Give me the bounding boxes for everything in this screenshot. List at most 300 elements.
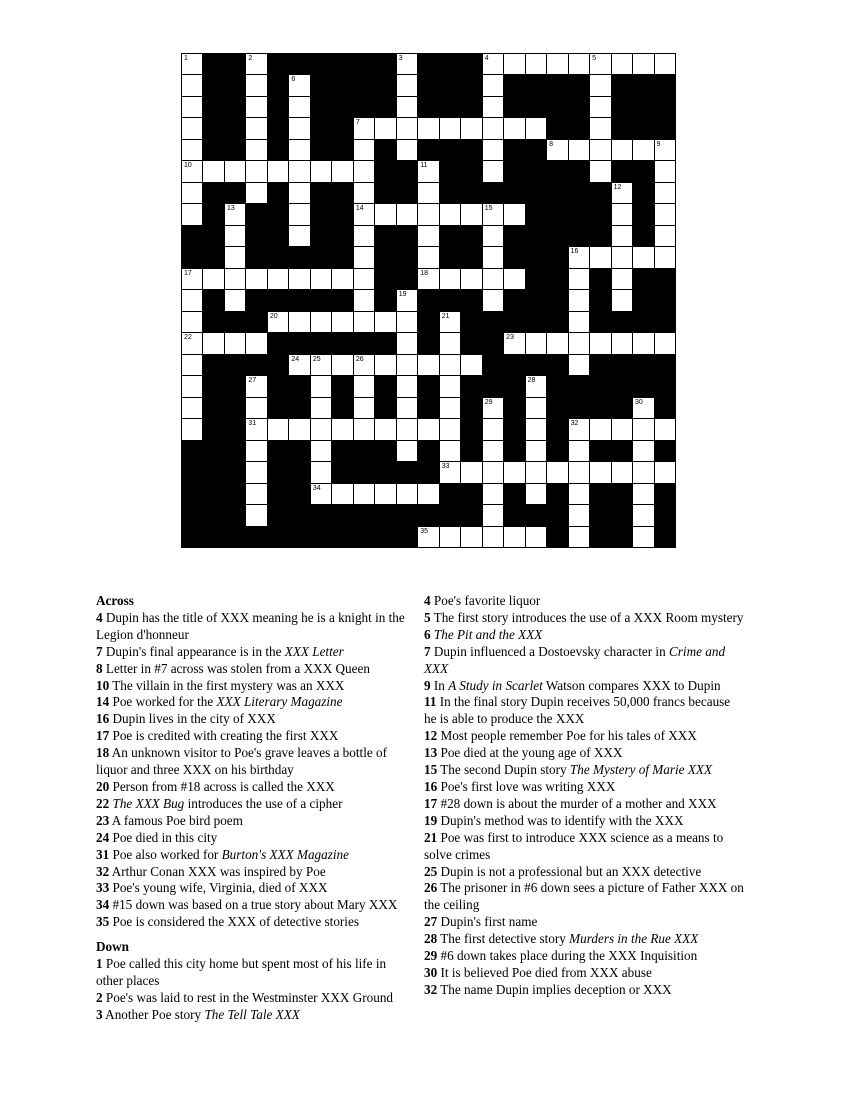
answer-cell[interactable]: [289, 140, 310, 161]
black-square: [655, 376, 676, 397]
clue-text: Dupin has the title of XXX meaning he is a knight in the Legion d'honneur: [96, 609, 405, 642]
answer-cell[interactable]: [569, 140, 590, 161]
answer-cell[interactable]: [354, 204, 375, 225]
answer-cell[interactable]: [569, 441, 590, 462]
answer-cell[interactable]: [612, 290, 633, 311]
answer-cell[interactable]: [354, 118, 375, 139]
answer-cell[interactable]: [440, 376, 461, 397]
answer-cell[interactable]: [418, 183, 439, 204]
answer-cell[interactable]: [569, 312, 590, 333]
answer-cell[interactable]: [655, 226, 676, 247]
answer-cell[interactable]: [440, 441, 461, 462]
black-square: [311, 75, 332, 96]
answer-cell[interactable]: [332, 419, 353, 440]
answer-cell[interactable]: [440, 355, 461, 376]
answer-cell[interactable]: [182, 376, 203, 397]
answer-cell[interactable]: [397, 312, 418, 333]
answer-cell[interactable]: [504, 333, 525, 354]
answer-cell[interactable]: [440, 118, 461, 139]
clue-number: 19: [424, 812, 438, 828]
clue-text: Poe worked for the: [112, 694, 217, 710]
black-square: [268, 183, 289, 204]
clue-number: 3: [398, 55, 403, 62]
answer-cell[interactable]: [655, 161, 676, 182]
black-square: [289, 441, 310, 462]
answer-cell[interactable]: [590, 333, 611, 354]
answer-cell[interactable]: [268, 312, 289, 333]
clue-number: 9: [424, 677, 431, 693]
clue-down-21: [424, 830, 744, 864]
answer-cell[interactable]: [504, 527, 525, 548]
black-square: [612, 75, 633, 96]
answer-cell[interactable]: [569, 333, 590, 354]
answer-cell[interactable]: [440, 527, 461, 548]
clue-number: 32: [96, 863, 110, 879]
answer-cell[interactable]: [397, 355, 418, 376]
answer-cell[interactable]: [461, 204, 482, 225]
answer-cell[interactable]: [483, 75, 504, 96]
answer-cell[interactable]: [246, 161, 267, 182]
answer-cell[interactable]: [418, 161, 439, 182]
answer-cell[interactable]: [289, 312, 310, 333]
answer-cell[interactable]: [246, 398, 267, 419]
answer-cell[interactable]: [526, 462, 547, 483]
answer-cell[interactable]: [182, 355, 203, 376]
clue-across-16: [96, 711, 416, 728]
black-square: [203, 226, 224, 247]
answer-cell[interactable]: [633, 333, 654, 354]
answer-cell[interactable]: [182, 290, 203, 311]
answer-cell[interactable]: [633, 462, 654, 483]
answer-cell[interactable]: [225, 226, 246, 247]
answer-cell[interactable]: [397, 140, 418, 161]
answer-cell[interactable]: [633, 484, 654, 505]
answer-cell[interactable]: [203, 333, 224, 354]
answer-cell[interactable]: [418, 226, 439, 247]
answer-cell[interactable]: [526, 376, 547, 397]
answer-cell[interactable]: [526, 441, 547, 462]
answer-cell[interactable]: [182, 161, 203, 182]
black-square: [461, 398, 482, 419]
answer-cell[interactable]: [633, 247, 654, 268]
answer-cell[interactable]: [397, 333, 418, 354]
answer-cell[interactable]: [612, 226, 633, 247]
answer-cell[interactable]: [504, 118, 525, 139]
answer-cell[interactable]: [182, 118, 203, 139]
answer-cell[interactable]: [526, 398, 547, 419]
answer-cell[interactable]: [483, 441, 504, 462]
answer-cell[interactable]: [311, 398, 332, 419]
clue-number: 18: [96, 745, 110, 761]
black-square: [590, 204, 611, 225]
answer-cell[interactable]: [633, 419, 654, 440]
answer-cell[interactable]: [246, 484, 267, 505]
answer-cell[interactable]: [483, 419, 504, 440]
answer-cell[interactable]: [246, 333, 267, 354]
answer-cell[interactable]: [655, 333, 676, 354]
answer-cell[interactable]: [397, 441, 418, 462]
answer-cell[interactable]: [397, 118, 418, 139]
answer-cell[interactable]: [590, 462, 611, 483]
answer-cell[interactable]: [375, 204, 396, 225]
answer-cell[interactable]: [655, 140, 676, 161]
answer-cell[interactable]: [354, 226, 375, 247]
clue-across-22: [96, 796, 416, 813]
answer-cell[interactable]: [397, 419, 418, 440]
answer-cell[interactable]: [397, 54, 418, 75]
answer-cell[interactable]: [246, 462, 267, 483]
answer-cell[interactable]: [289, 183, 310, 204]
answer-cell[interactable]: [612, 54, 633, 75]
answer-cell[interactable]: [461, 118, 482, 139]
answer-cell[interactable]: [461, 462, 482, 483]
answer-cell[interactable]: [182, 54, 203, 75]
answer-cell[interactable]: [418, 204, 439, 225]
clue-down-30: [424, 965, 744, 982]
clue-down-4: [424, 593, 744, 610]
answer-cell[interactable]: [440, 419, 461, 440]
answer-cell[interactable]: [332, 484, 353, 505]
black-square: [375, 140, 396, 161]
answer-cell[interactable]: [289, 419, 310, 440]
answer-cell[interactable]: [504, 269, 525, 290]
answer-cell[interactable]: [225, 333, 246, 354]
clues-left-column: [96, 593, 416, 1024]
answer-cell[interactable]: [311, 355, 332, 376]
answer-cell[interactable]: [246, 54, 267, 75]
answer-cell[interactable]: [483, 269, 504, 290]
clue-number: 6: [291, 76, 296, 84]
answer-cell[interactable]: [440, 269, 461, 290]
answer-cell[interactable]: [526, 118, 547, 139]
answer-cell[interactable]: [225, 290, 246, 311]
clue-number: 1: [184, 55, 188, 62]
answer-cell[interactable]: [354, 376, 375, 397]
answer-cell[interactable]: [590, 54, 611, 75]
answer-cell[interactable]: [418, 118, 439, 139]
answer-cell[interactable]: [246, 183, 267, 204]
answer-cell[interactable]: [246, 75, 267, 96]
black-square: [375, 398, 396, 419]
answer-cell[interactable]: [311, 161, 332, 182]
answer-cell[interactable]: [483, 54, 504, 75]
answer-cell[interactable]: [590, 161, 611, 182]
answer-cell[interactable]: [418, 355, 439, 376]
answer-cell[interactable]: [375, 484, 396, 505]
answer-cell[interactable]: [483, 204, 504, 225]
answer-cell[interactable]: [461, 527, 482, 548]
answer-cell[interactable]: [633, 140, 654, 161]
answer-cell[interactable]: [526, 484, 547, 505]
answer-cell[interactable]: [354, 398, 375, 419]
answer-cell[interactable]: [289, 118, 310, 139]
answer-cell[interactable]: [612, 140, 633, 161]
answer-cell[interactable]: [289, 226, 310, 247]
clue-down-12: [424, 728, 744, 745]
answer-cell[interactable]: [289, 161, 310, 182]
answer-cell[interactable]: [225, 204, 246, 225]
answer-cell[interactable]: [246, 505, 267, 526]
answer-cell[interactable]: [633, 505, 654, 526]
answer-cell[interactable]: [375, 355, 396, 376]
answer-cell[interactable]: [332, 312, 353, 333]
clue-number: 15: [484, 205, 493, 213]
answer-cell[interactable]: [569, 269, 590, 290]
answer-cell[interactable]: [268, 161, 289, 182]
answer-cell[interactable]: [397, 204, 418, 225]
answer-cell[interactable]: [483, 247, 504, 268]
clue-number: 3: [96, 1006, 103, 1022]
answer-cell[interactable]: [225, 269, 246, 290]
answer-cell[interactable]: [569, 290, 590, 311]
answer-cell[interactable]: [311, 376, 332, 397]
answer-cell[interactable]: [655, 462, 676, 483]
answer-cell[interactable]: [397, 97, 418, 118]
answer-cell[interactable]: [526, 419, 547, 440]
answer-cell[interactable]: [483, 484, 504, 505]
black-square: [225, 484, 246, 505]
answer-cell[interactable]: [483, 398, 504, 419]
answer-cell[interactable]: [483, 161, 504, 182]
answer-cell[interactable]: [526, 54, 547, 75]
answer-cell[interactable]: [590, 97, 611, 118]
clue-number: 24: [96, 829, 110, 845]
answer-cell[interactable]: [397, 398, 418, 419]
answer-cell[interactable]: [182, 419, 203, 440]
answer-cell[interactable]: [246, 118, 267, 139]
black-square: [590, 527, 611, 548]
black-square: [440, 161, 461, 182]
answer-cell[interactable]: [354, 312, 375, 333]
answer-cell[interactable]: [246, 97, 267, 118]
answer-cell[interactable]: [182, 183, 203, 204]
clue-text: The first story introduces the use of a XXX Room mystery: [433, 609, 744, 625]
answer-cell[interactable]: [311, 441, 332, 462]
answer-cell[interactable]: [440, 312, 461, 333]
answer-cell[interactable]: [397, 376, 418, 397]
answer-cell[interactable]: [268, 269, 289, 290]
answer-cell[interactable]: [612, 462, 633, 483]
black-square: [526, 312, 547, 333]
clue-text: introduces the use of a cipher: [184, 795, 343, 811]
answer-cell[interactable]: [418, 247, 439, 268]
answer-cell[interactable]: [547, 54, 568, 75]
answer-cell[interactable]: [483, 140, 504, 161]
answer-cell[interactable]: [375, 419, 396, 440]
answer-cell[interactable]: [182, 204, 203, 225]
answer-cell[interactable]: [311, 462, 332, 483]
answer-cell[interactable]: [354, 269, 375, 290]
black-square: [461, 161, 482, 182]
answer-cell[interactable]: [569, 505, 590, 526]
answer-cell[interactable]: [612, 269, 633, 290]
answer-cell[interactable]: [655, 183, 676, 204]
answer-cell[interactable]: [483, 462, 504, 483]
answer-cell[interactable]: [526, 333, 547, 354]
answer-cell[interactable]: [655, 204, 676, 225]
answer-cell[interactable]: [354, 290, 375, 311]
answer-cell[interactable]: [418, 527, 439, 548]
answer-cell[interactable]: [655, 419, 676, 440]
answer-cell[interactable]: [182, 75, 203, 96]
answer-cell[interactable]: [397, 75, 418, 96]
answer-cell[interactable]: [440, 204, 461, 225]
answer-cell[interactable]: [569, 419, 590, 440]
answer-cell[interactable]: [246, 376, 267, 397]
answer-cell[interactable]: [182, 333, 203, 354]
answer-cell[interactable]: [504, 204, 525, 225]
black-square: [203, 247, 224, 268]
answer-cell[interactable]: [289, 269, 310, 290]
answer-cell[interactable]: [182, 269, 203, 290]
black-square: [504, 226, 525, 247]
answer-cell[interactable]: [203, 269, 224, 290]
black-square: [246, 527, 267, 548]
answer-cell[interactable]: [440, 462, 461, 483]
black-square: [483, 312, 504, 333]
clue-down-28: [424, 931, 744, 948]
answer-cell[interactable]: [246, 419, 267, 440]
black-square: [289, 290, 310, 311]
answer-cell[interactable]: [504, 462, 525, 483]
answer-cell[interactable]: [612, 333, 633, 354]
answer-cell[interactable]: [332, 161, 353, 182]
answer-cell[interactable]: [354, 161, 375, 182]
black-square: [332, 226, 353, 247]
answer-cell[interactable]: [633, 54, 654, 75]
black-square: [440, 75, 461, 96]
answer-cell[interactable]: [461, 269, 482, 290]
answer-cell[interactable]: [655, 54, 676, 75]
answer-cell[interactable]: [590, 140, 611, 161]
answer-cell[interactable]: [246, 140, 267, 161]
answer-cell[interactable]: [569, 247, 590, 268]
answer-cell[interactable]: [375, 312, 396, 333]
black-square: [332, 527, 353, 548]
answer-cell[interactable]: [590, 247, 611, 268]
black-square: [375, 54, 396, 75]
answer-cell[interactable]: [612, 183, 633, 204]
answer-cell[interactable]: [483, 226, 504, 247]
answer-cell[interactable]: [633, 527, 654, 548]
clue-across-10: [96, 678, 416, 695]
answer-cell[interactable]: [504, 54, 525, 75]
answer-cell[interactable]: [354, 355, 375, 376]
clue-number: 26: [355, 355, 364, 363]
answer-cell[interactable]: [289, 355, 310, 376]
answer-cell[interactable]: [225, 247, 246, 268]
answer-cell[interactable]: [246, 269, 267, 290]
answer-cell[interactable]: [612, 247, 633, 268]
answer-cell[interactable]: [483, 527, 504, 548]
answer-cell[interactable]: [590, 419, 611, 440]
black-square: [590, 312, 611, 333]
black-square: [569, 398, 590, 419]
answer-cell[interactable]: [483, 505, 504, 526]
answer-cell[interactable]: [268, 419, 289, 440]
answer-cell[interactable]: [354, 247, 375, 268]
answer-cell[interactable]: [246, 441, 267, 462]
answer-cell[interactable]: [569, 484, 590, 505]
answer-cell[interactable]: [612, 419, 633, 440]
answer-cell[interactable]: [483, 290, 504, 311]
answer-cell[interactable]: [289, 204, 310, 225]
answer-cell[interactable]: [182, 140, 203, 161]
answer-cell[interactable]: [418, 484, 439, 505]
answer-cell[interactable]: [203, 161, 224, 182]
answer-cell[interactable]: [311, 484, 332, 505]
answer-cell[interactable]: [569, 462, 590, 483]
answer-cell[interactable]: [289, 75, 310, 96]
answer-cell[interactable]: [225, 161, 246, 182]
black-square: [612, 376, 633, 397]
black-square: [526, 505, 547, 526]
answer-cell[interactable]: [440, 398, 461, 419]
answer-cell[interactable]: [526, 527, 547, 548]
answer-cell[interactable]: [418, 419, 439, 440]
answer-cell[interactable]: [547, 140, 568, 161]
black-square: [526, 226, 547, 247]
black-square: [332, 462, 353, 483]
answer-cell[interactable]: [397, 484, 418, 505]
answer-cell[interactable]: [375, 118, 396, 139]
black-square: [526, 183, 547, 204]
answer-cell[interactable]: [332, 269, 353, 290]
black-square: [375, 290, 396, 311]
answer-cell[interactable]: [547, 462, 568, 483]
clue-text: Poe is credited with creating the first XXX: [112, 728, 339, 744]
answer-cell[interactable]: [354, 419, 375, 440]
answer-cell[interactable]: [354, 484, 375, 505]
answer-cell[interactable]: [483, 118, 504, 139]
answer-cell[interactable]: [311, 269, 332, 290]
answer-cell[interactable]: [569, 54, 590, 75]
answer-cell[interactable]: [569, 527, 590, 548]
answer-cell[interactable]: [633, 398, 654, 419]
black-square: [203, 419, 224, 440]
answer-cell[interactable]: [612, 204, 633, 225]
answer-cell[interactable]: [182, 398, 203, 419]
answer-cell[interactable]: [547, 333, 568, 354]
answer-cell[interactable]: [590, 75, 611, 96]
black-square: [397, 269, 418, 290]
answer-cell[interactable]: [461, 355, 482, 376]
answer-cell[interactable]: [633, 441, 654, 462]
answer-cell[interactable]: [569, 355, 590, 376]
black-square: [203, 462, 224, 483]
answer-cell[interactable]: [354, 140, 375, 161]
answer-cell[interactable]: [590, 118, 611, 139]
clue-down-6: [424, 627, 744, 644]
answer-cell[interactable]: [289, 97, 310, 118]
answer-cell[interactable]: [483, 97, 504, 118]
answer-cell[interactable]: [182, 97, 203, 118]
answer-cell[interactable]: [440, 333, 461, 354]
answer-cell[interactable]: [354, 183, 375, 204]
answer-cell[interactable]: [655, 247, 676, 268]
clue-text: The prisoner in #6 down sees a picture of Father XXX on the ceiling: [424, 880, 744, 913]
black-square: [268, 97, 289, 118]
answer-cell[interactable]: [397, 290, 418, 311]
black-square: [354, 462, 375, 483]
answer-cell[interactable]: [418, 269, 439, 290]
black-square: [418, 140, 439, 161]
answer-cell[interactable]: [311, 419, 332, 440]
answer-cell[interactable]: [182, 312, 203, 333]
clue-title-italic: The Tell Tale XXX: [204, 1006, 300, 1022]
answer-cell[interactable]: [332, 355, 353, 376]
answer-cell[interactable]: [311, 312, 332, 333]
